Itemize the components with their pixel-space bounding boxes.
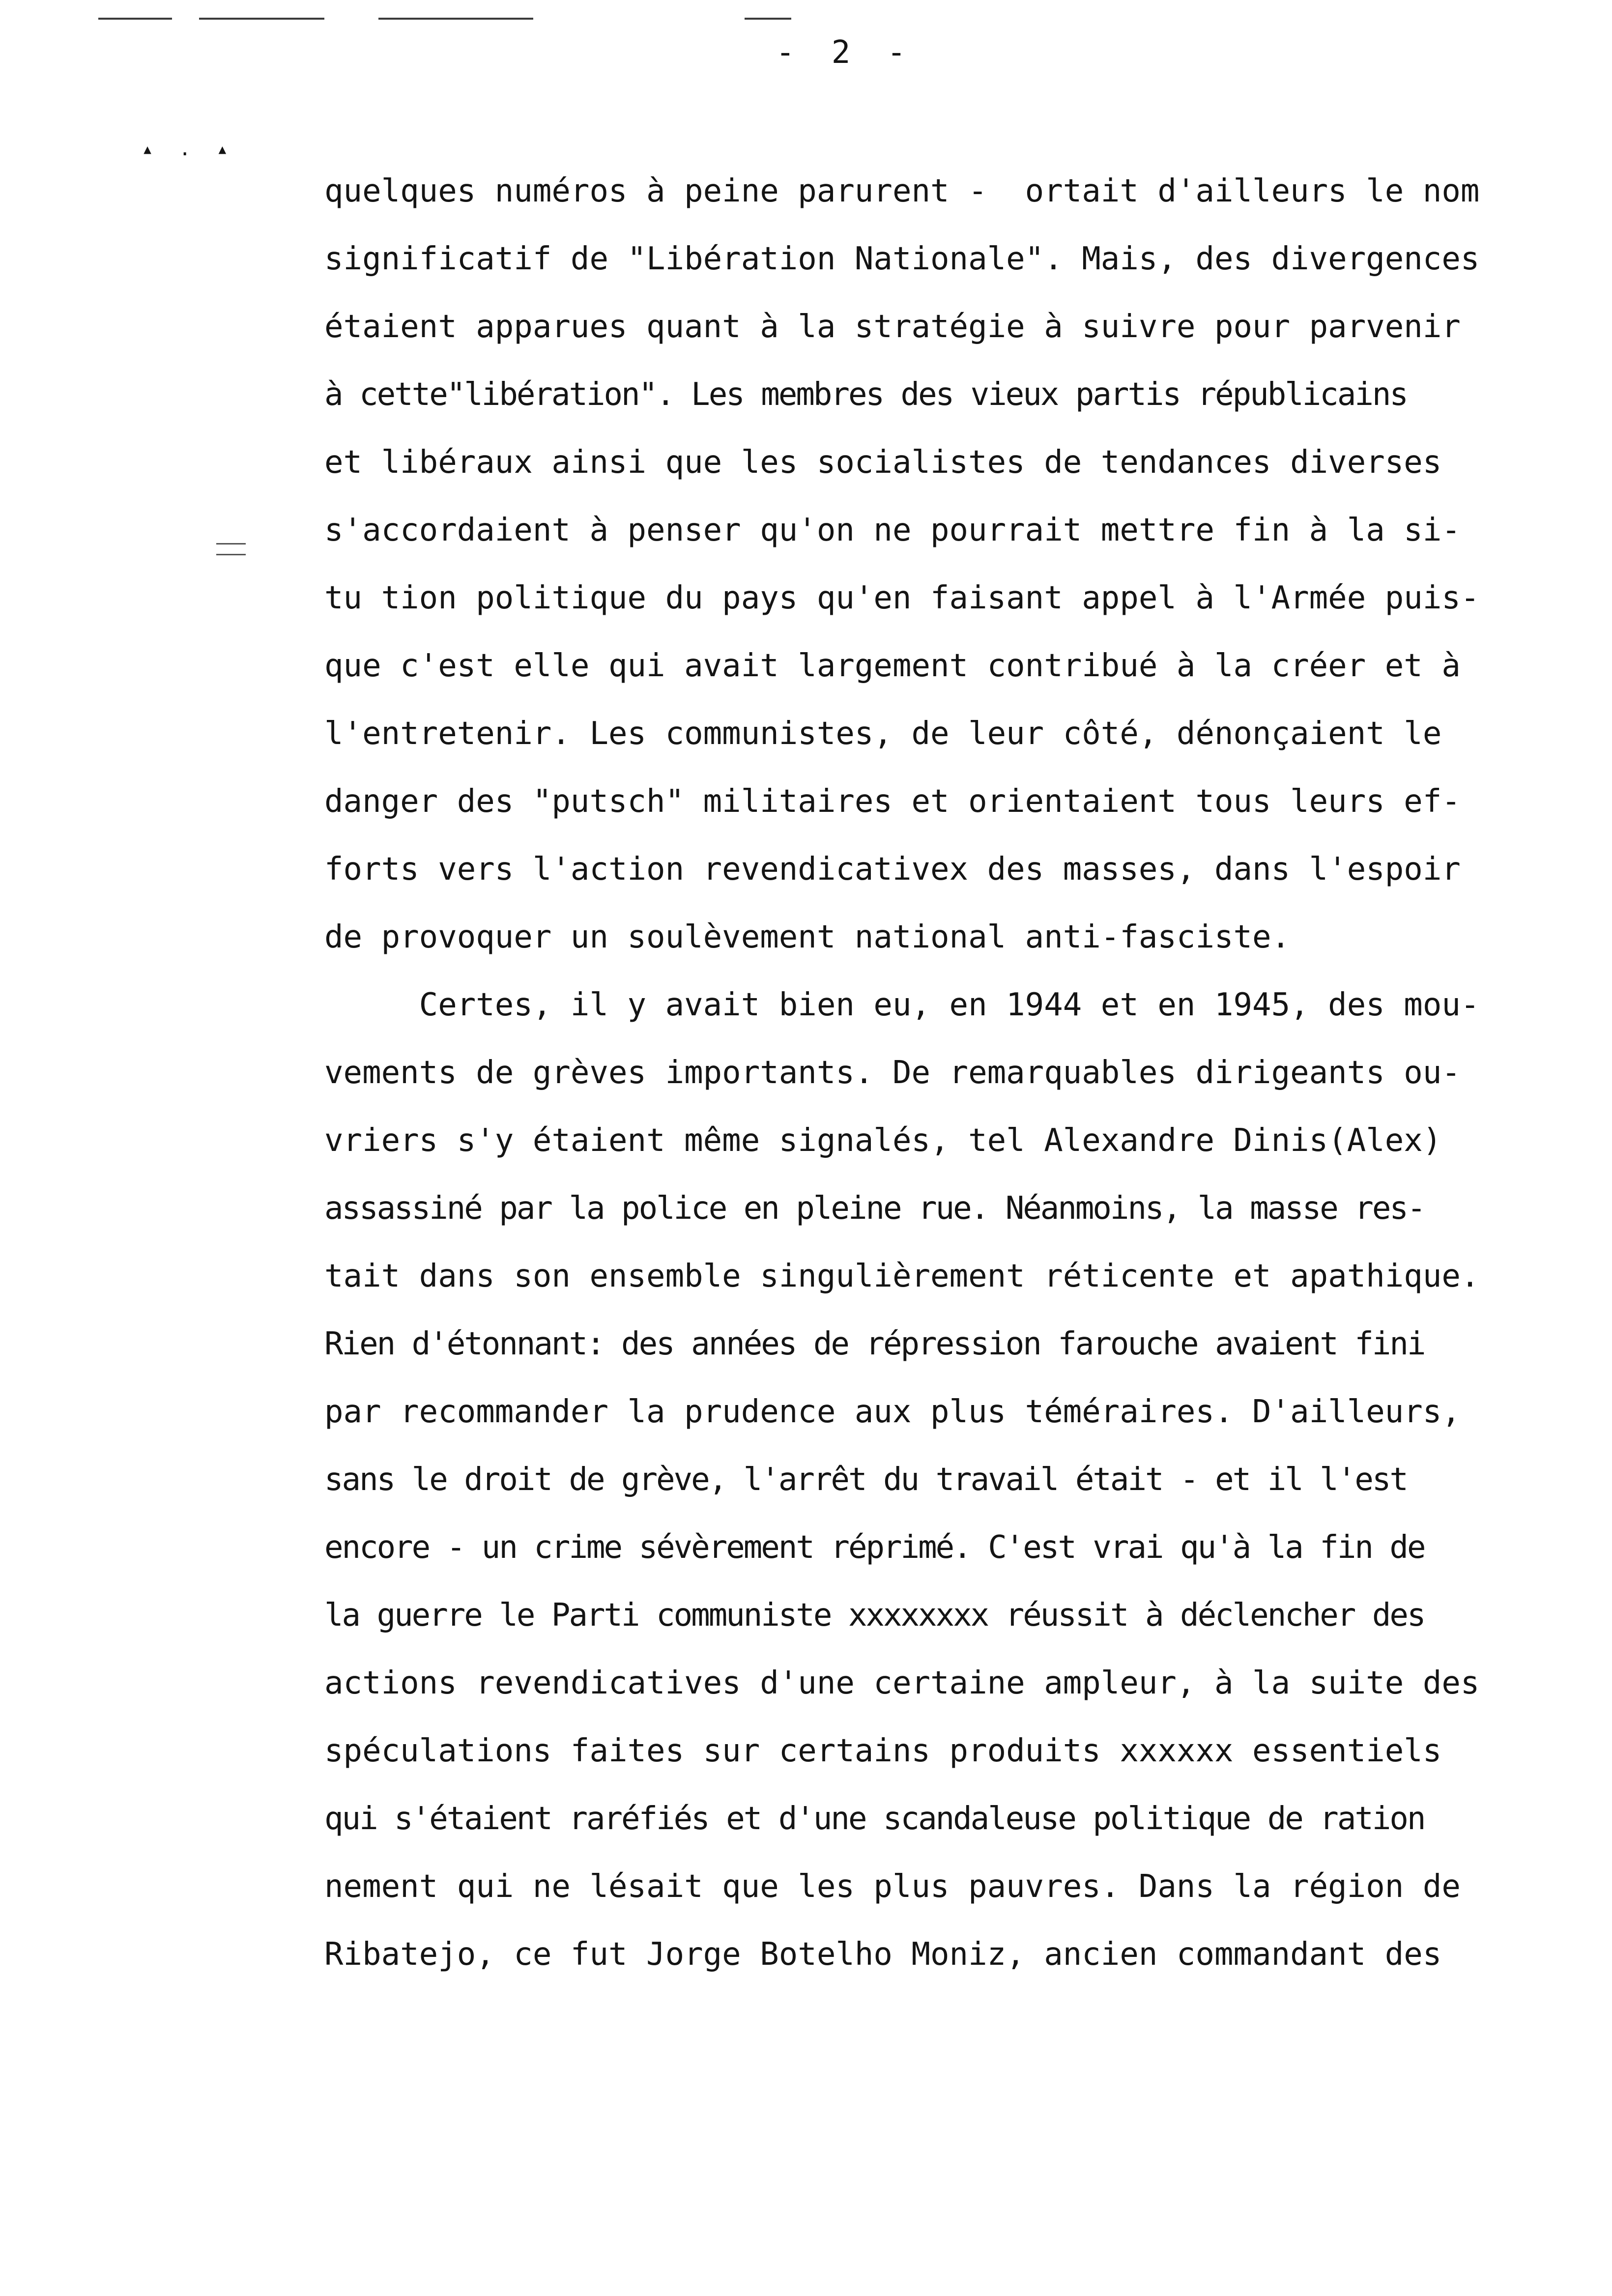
text-line: par recommander la prudence aux plus téméraires. D'ailleurs, (324, 1394, 1461, 1430)
text-line: que c'est elle qui avait largement contribué à la créer et à (324, 648, 1461, 684)
text-line: Certes, il y avait bien eu, en 1944 et en 1945, des mou- (324, 987, 1480, 1023)
text-line: Ribatejo, ce fut Jorge Botelho Moniz, ancien commandant des (324, 1936, 1442, 1973)
text-line: actions revendicatives d'une certaine ampleur, à la suite des (324, 1665, 1480, 1701)
text-line: et libéraux ainsi que les socialistes de tendances diverses (324, 444, 1442, 481)
text-line: s'accordaient à penser qu'on ne pourrait mettre fin à la si- (324, 512, 1461, 548)
text-line: à cette"libération". Les membres des vieux partis républicains (324, 376, 1407, 413)
text-line: quelques numéros à peine parurent - ortait d'ailleurs le nom (324, 173, 1480, 209)
text-line: sans le droit de grève, l'arrêt du travail était - et il l'est (324, 1462, 1407, 1498)
margin-dash (216, 543, 246, 545)
text-line: forts vers l'action revendicativex des masses, dans l'espoir (324, 851, 1461, 888)
text-line: étaient apparues quant à la stratégie à suivre pour parvenir (324, 309, 1461, 345)
text-line: nement qui ne lésait que les plus pauvres. Dans la région de (324, 1868, 1461, 1905)
header-rule (378, 18, 533, 20)
text-line: assassiné par la police en pleine rue. Néanmoins, la masse res- (324, 1190, 1425, 1227)
text-line: vriers s'y étaient même signalés, tel Alexandre Dinis(Alex) (324, 1122, 1442, 1159)
text-line: qui s'étaient raréfiés et d'une scandaleuse politique de ration (324, 1801, 1425, 1837)
text-line: Rien d'étonnant: des années de répression farouche avaient fini (324, 1326, 1425, 1362)
text-line: l'entretenir. Les communistes, de leur côté, dénonçaient le (324, 716, 1442, 752)
header-rule (98, 18, 172, 20)
text-line: vements de grèves importants. De remarquables dirigeants ou- (324, 1055, 1461, 1091)
text-line: spéculations faites sur certains produits xxxxxx essentiels (324, 1733, 1442, 1769)
header-rule (199, 18, 324, 20)
document-body (324, 157, 1612, 1988)
page-number: - 2 - (776, 34, 915, 71)
text-line: encore - un crime sévèrement réprimé. C'est vrai qu'à la fin de (324, 1529, 1425, 1566)
header-rule (745, 18, 791, 20)
text-line: tait dans son ensemble singulièrement réticente et apathique. (324, 1258, 1480, 1294)
margin-mark: ▴ . ▴ (142, 138, 235, 160)
margin-dash (216, 554, 246, 555)
text-line: la guerre le Parti communiste xxxxxxxx réussit à déclencher des (324, 1597, 1425, 1634)
text-line: significatif de "Libération Nationale". Mais, des divergences (324, 241, 1480, 277)
text-line: de provoquer un soulèvement national anti-fasciste. (324, 919, 1291, 955)
text-line: danger des "putsch" militaires et orientaient tous leurs ef- (324, 783, 1461, 820)
text-line: tu tion politique du pays qu'en faisant appel à l'Armée puis- (324, 580, 1480, 616)
